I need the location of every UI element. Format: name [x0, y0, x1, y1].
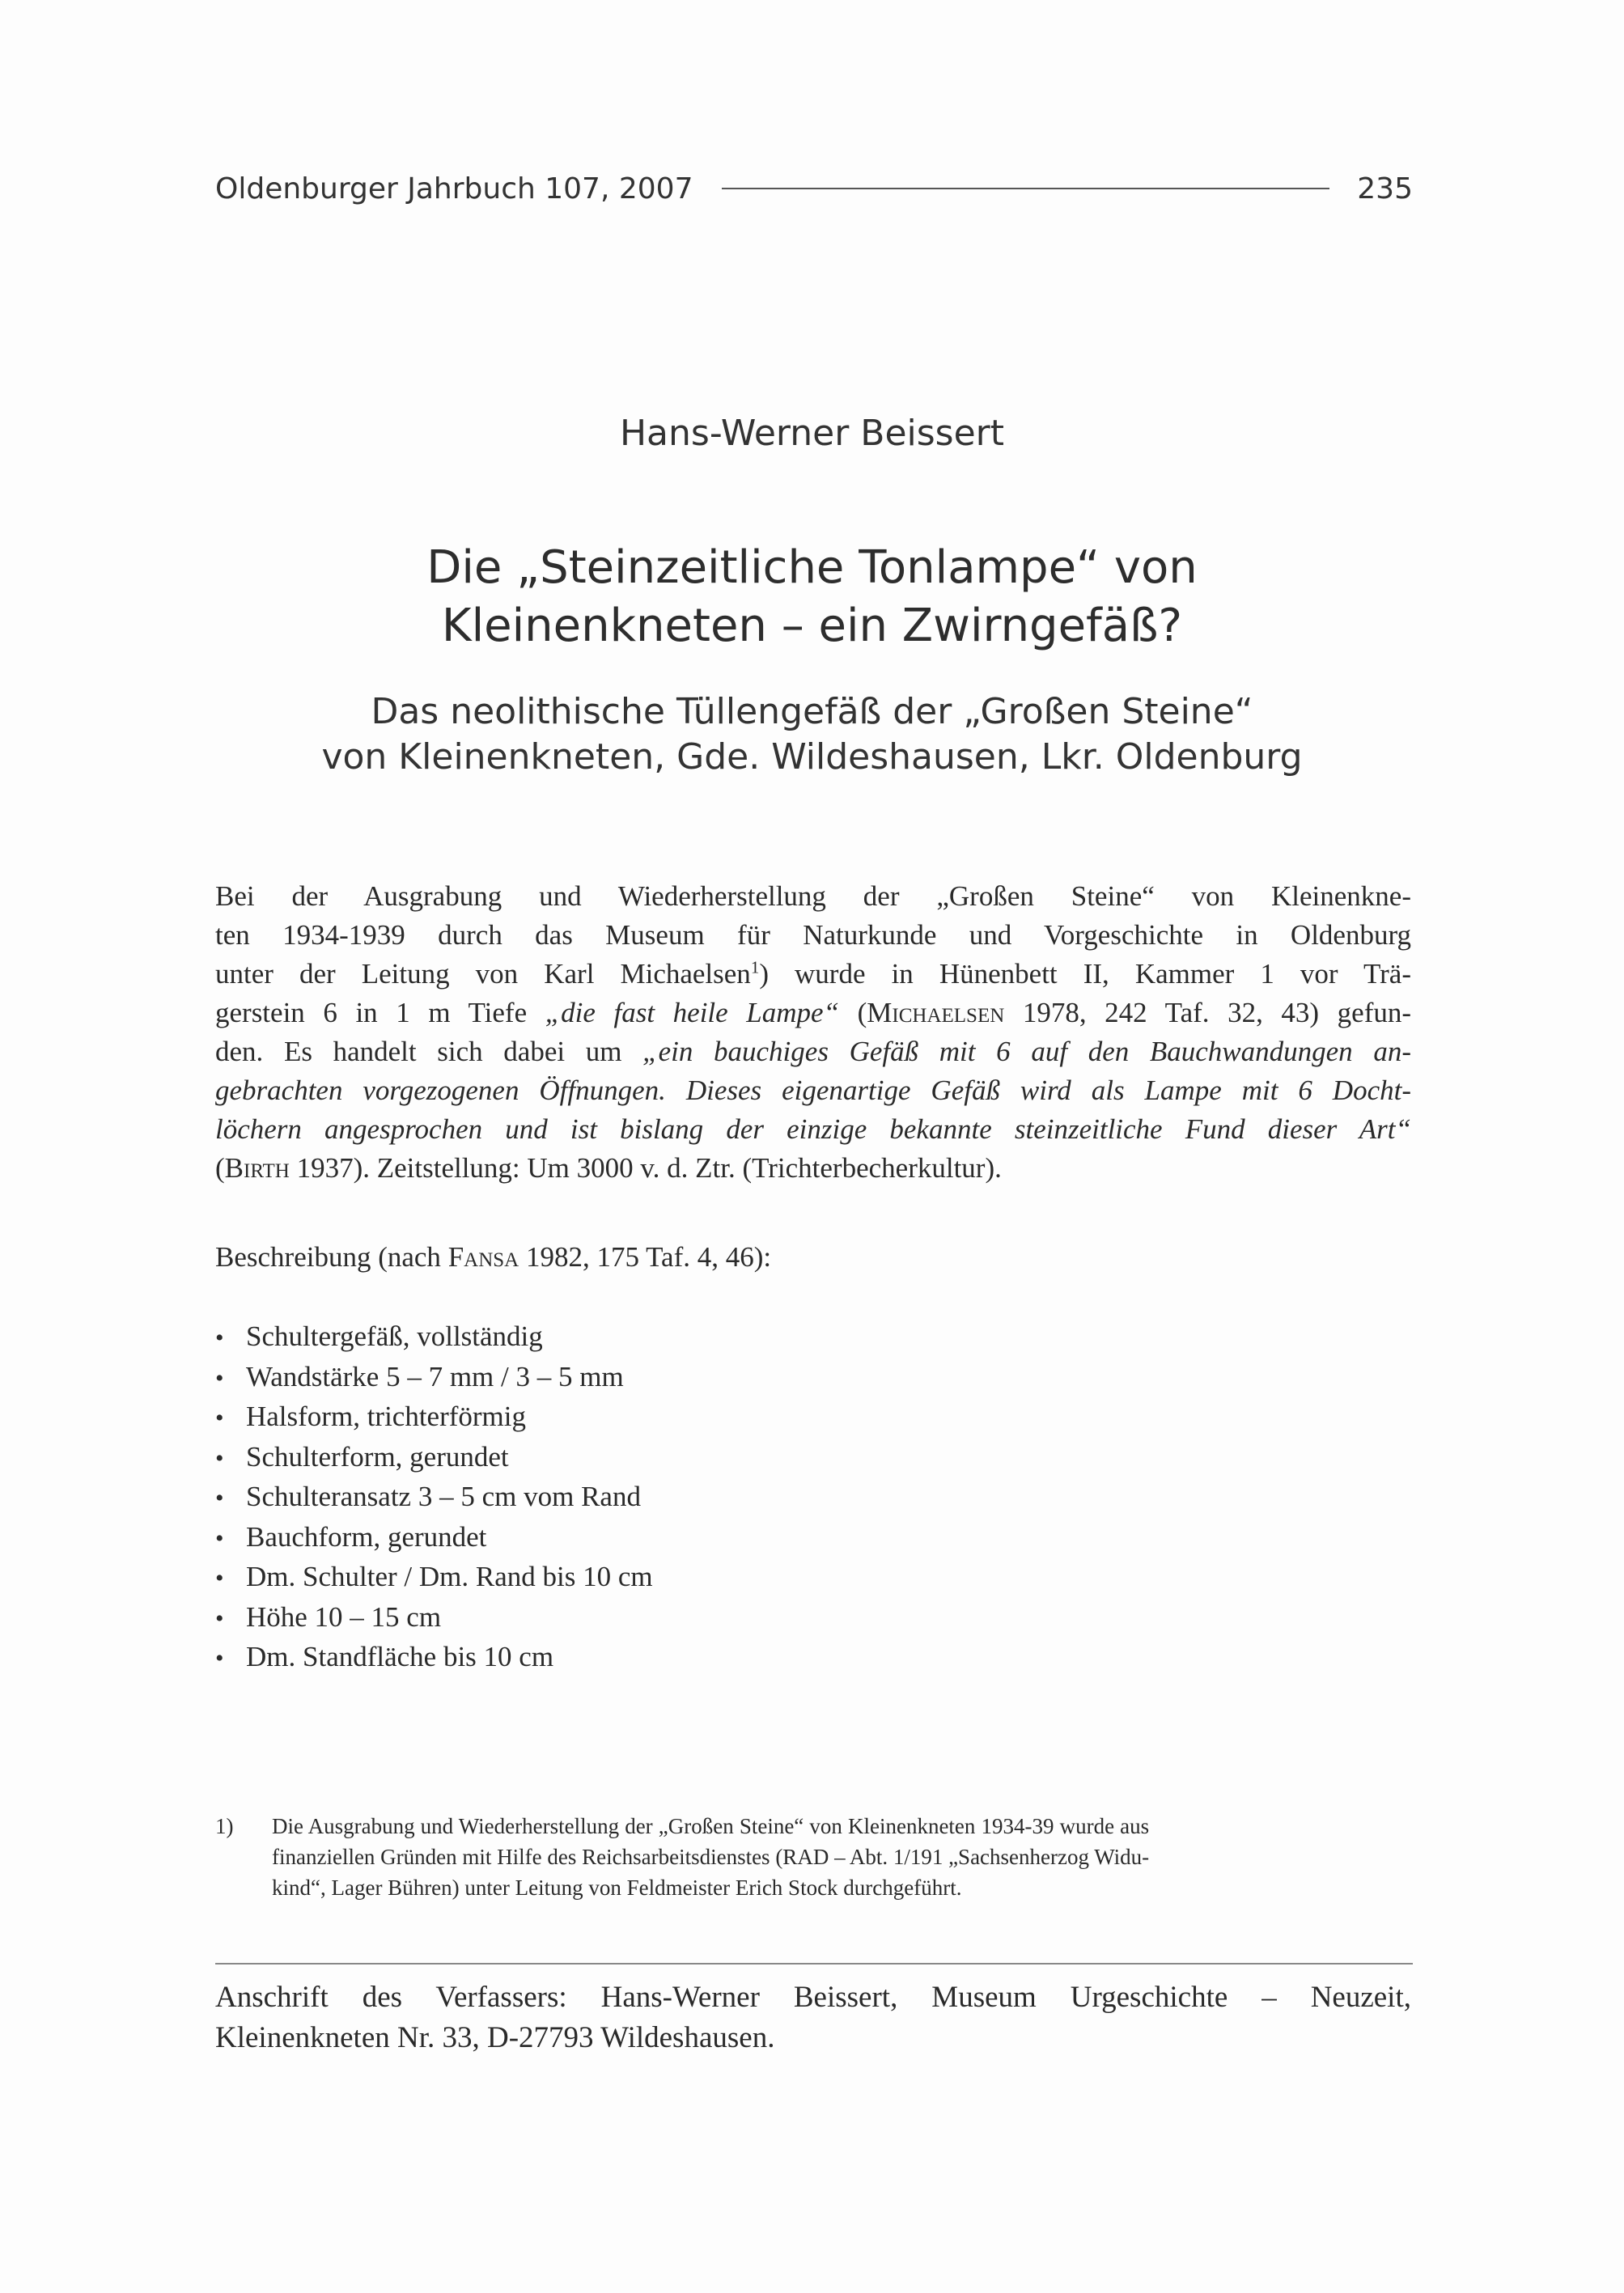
bullet-icon: • — [215, 1524, 224, 1552]
quoted-text: „die fast heile Lampe“ — [545, 997, 840, 1028]
heading-text: 1982, 175 Taf. 4, 46): — [519, 1241, 772, 1273]
heading-text: Beschreibung (nach — [215, 1241, 448, 1273]
list-item — [215, 1358, 653, 1398]
address-line: Kleinenkneten Nr. 33, D-27793 Wildeshausen. — [215, 2021, 775, 2054]
body-text: unter der Leitung von Karl Michaelsen — [215, 958, 751, 990]
author-address — [215, 1977, 1411, 2058]
footnote-reference: 1 — [750, 957, 760, 977]
bullet-icon: • — [215, 1444, 224, 1472]
list-item-text: Dm. Schulter / Dm. Rand bis 10 cm — [246, 1561, 653, 1592]
body-text: ( — [215, 1152, 225, 1184]
list-item-text: Dm. Standfläche bis 10 cm — [246, 1641, 554, 1672]
address-separator — [215, 1963, 1413, 1965]
list-item-text: Halsform, trichterförmig — [246, 1401, 527, 1432]
list-item-text: Höhe 10 – 15 cm — [246, 1600, 442, 1633]
footnote-line: finanziellen Gründen mit Hilfe des Reichsarbeitsdienstes (RAD – Abt. 1/191 „Sachsenherzog Widu- — [272, 1845, 1150, 1869]
body-text: 1937). Zeitstellung: Um 3000 v. d. Ztr. (Trichterbecherkultur). — [289, 1152, 1002, 1184]
running-header — [215, 166, 1413, 211]
list-item-text: Wandstärke 5 – 7 mm / 3 – 5 mm — [246, 1360, 624, 1392]
body-line: gebrachten vorgezogenen Öffnungen. Dieses eigenartige Gefäß wird als Lampe mit 6 Docht- — [215, 1074, 1411, 1106]
footnote-line: Die Ausgrabung und Wiederherstellung der „Großen Steine“ von Kleinenkneten 1934-39 wurde aus — [272, 1814, 1150, 1838]
list-item — [215, 1317, 653, 1358]
subtitle-line-2: von Kleinenkneten, Gde. Wildeshausen, Lkr. Oldenburg — [321, 736, 1303, 778]
list-item — [215, 1477, 653, 1518]
bullet-icon: • — [215, 1325, 224, 1351]
article-title — [0, 539, 1624, 655]
list-item-text: Bauchform, gerundet — [246, 1520, 487, 1553]
body-text: den. Es handelt sich dabei um — [215, 1036, 643, 1067]
body-text: ) wurde in Hünenbett II, Kammer 1 vor Trä- — [759, 958, 1411, 990]
body-text: gerstein 6 in 1 m Tiefe — [215, 997, 545, 1028]
list-item-text: Schulterform, gerundet — [246, 1440, 509, 1473]
body-text: 1978, 242 Taf. 32, 43) gefun- — [1004, 997, 1412, 1028]
bullet-icon: • — [215, 1364, 224, 1392]
description-heading — [215, 1238, 771, 1277]
list-item — [215, 1638, 653, 1678]
body-line: löchern angesprochen und ist bislang der einzige bekannte steinzeitliche Fund dieser Art“ — [215, 1113, 1411, 1145]
body-paragraph — [215, 877, 1411, 1188]
address-line: Anschrift des Verfassers: Hans-Werner Beissert, Museum Urgeschichte – Neuzeit, — [215, 1981, 1411, 2014]
bullet-icon: • — [215, 1565, 224, 1592]
article-subtitle — [0, 689, 1624, 780]
body-line: Bei der Ausgrabung und Wiederherstellung der „Großen Steine“ von Kleinenkne- — [215, 880, 1411, 912]
body-line — [215, 955, 1411, 994]
subtitle-line-1: Das neolithische Tüllengefäß der „Großen Steine“ — [371, 691, 1253, 732]
page-number: 235 — [1357, 172, 1413, 206]
footnote-mark: 1) — [215, 1814, 234, 1838]
list-item — [215, 1558, 653, 1598]
description-list — [215, 1317, 653, 1678]
bullet-icon: • — [215, 1604, 224, 1632]
footnote — [215, 1811, 1413, 1903]
body-line — [215, 994, 1411, 1032]
list-item — [215, 1438, 653, 1478]
cited-author: Birth — [224, 1152, 290, 1184]
list-item — [215, 1518, 653, 1558]
quoted-text: „ein bauchiges Gefäß mit 6 auf den Bauchwandungen an- — [642, 1036, 1411, 1067]
journal-title: Oldenburger Jahrbuch 107, 2007 — [215, 172, 693, 206]
bullet-icon: • — [215, 1485, 224, 1511]
title-line-2: Kleinenkneten – ein Zwirngefäß? — [441, 600, 1183, 652]
body-line — [215, 1149, 1411, 1188]
body-line: ten 1934-1939 durch das Museum für Naturkunde und Vorgeschichte in Oldenburg — [215, 919, 1411, 951]
list-item-text: Schultergefäß, vollständig — [246, 1320, 543, 1352]
title-line-1: Die „Steinzeitliche Tonlampe“ von — [426, 541, 1198, 594]
cited-author: Fansa — [447, 1241, 519, 1273]
body-line — [215, 1032, 1411, 1071]
cited-author: Michaelsen — [867, 997, 1005, 1028]
header-rule — [722, 188, 1329, 189]
author-name: Hans-Werner Beissert — [619, 413, 1005, 454]
bullet-icon: • — [215, 1405, 224, 1431]
list-item — [215, 1598, 653, 1638]
bullet-icon: • — [215, 1645, 224, 1672]
footnote-line: kind“, Lager Bühren) unter Leitung von Feldmeister Erich Stock durchgeführt. — [272, 1876, 962, 1900]
list-item — [215, 1397, 653, 1438]
footnote-text — [272, 1811, 1149, 1903]
body-text: ( — [839, 997, 867, 1028]
list-item-text: Schulteransatz 3 – 5 cm vom Rand — [246, 1481, 641, 1512]
